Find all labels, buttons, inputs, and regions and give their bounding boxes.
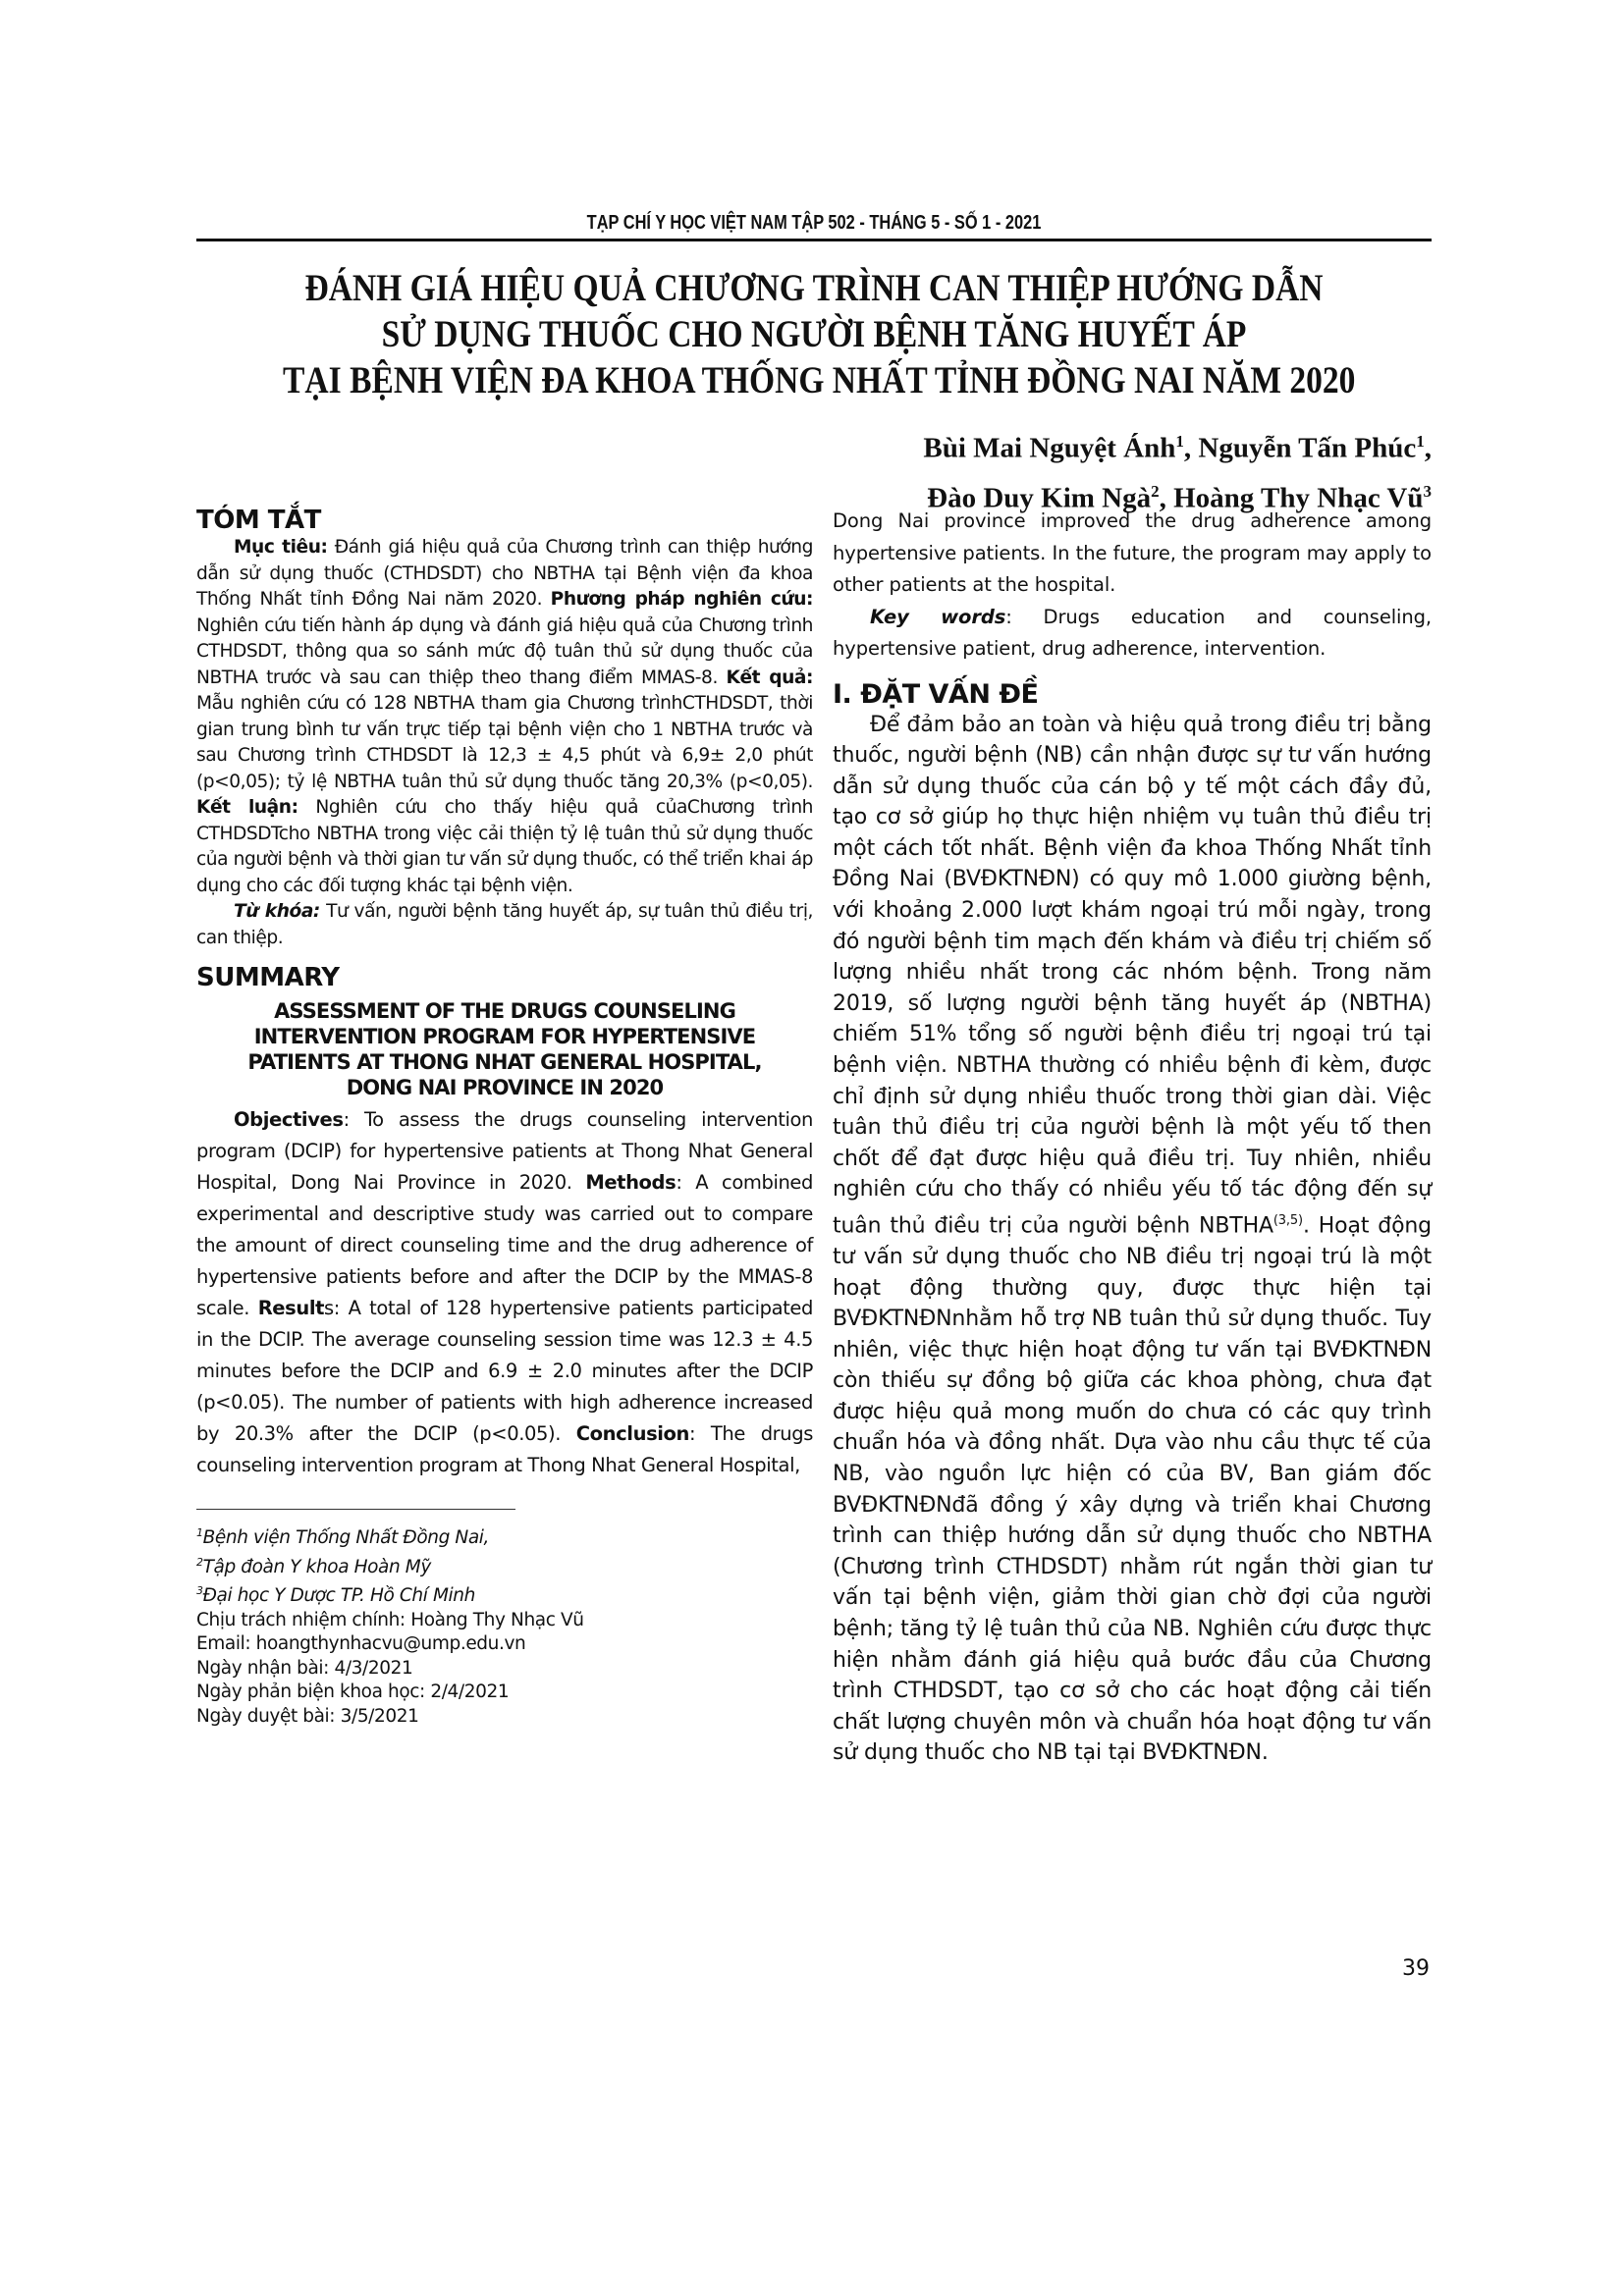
abstract-vi-body bbox=[196, 535, 813, 899]
label-methods: Methods bbox=[585, 1171, 677, 1194]
author-name: Hoàng Thy Nhạc Vũ bbox=[1173, 482, 1424, 514]
abstract-vi-heading: TÓM TẮT bbox=[196, 506, 321, 535]
footnote-affiliation bbox=[196, 1551, 813, 1580]
keywords-label: Từ khóa: bbox=[234, 901, 320, 922]
label-results: Kết quả: bbox=[726, 667, 813, 688]
footnote-affiliation bbox=[196, 1522, 813, 1551]
text: . Hoạt động tư vấn sử dụng thuốc cho NB điều trị ngoại trú là một hoạt động thường quy, được thực hiện tại BVĐKTNĐNnhằm hỗ trợ NB tuân thủ sử dụng thuốc. Tuy nhiên, việc thực hiện hoạt động tư vấn tại BVĐKTNĐN còn thiếu sự đồng bộ giữa các khoa phòng, chưa đạt được hiệu quả mong muốn do chưa có các quy trình chuẩn hóa và đồng nhất. Dựa vào nhu cầu thực tế của NB, vào nguồn lực hiện có của BV, Ban giám đốc BVĐKTNĐNđã đồng ý xây dựng và triển khai Chương trình can thiệp hướng dẫn sử dụng thuốc cho NBTHA (Chương trình CTHDSDT) nhằm rút ngắn thời gian tư vấn tại bệnh viện, giảm thời gian chờ đợi của người bệnh; tăng tỷ lệ tuân thủ của NB. Nghiên cứu được thực hiện nhằm đánh giá hiệu quả bước đầu của Chương trình CTHDSDT, tạo cơ sở cho các hoạt động cải tiến chất lượng chuyên môn và chuẩn hóa hoạt động tư vấn sử dụng thuốc cho NB tại tại BVĐKTNĐN. bbox=[833, 1213, 1432, 1766]
text: Mẫu nghiên cứu có 128 NBTHA tham gia Chương trìnhCTHDSDT, thời gian trung bình tư vấn trực tiếp tại bệnh viện cho 1 NBTHA trước và sau Chương trình CTHDSDT là 12,3 ± 4,5 phút và 6,9± 2,0 phút (p<0,05); tỷ lệ NBTHA tuân thủ sử dụng thuốc tăng 20,3% (p<0,05). bbox=[196, 693, 813, 792]
title-line: ĐÁNH GIÁ HIỆU QUẢ CHƯƠNG TRÌNH CAN THIỆP HƯỚNG DẪN bbox=[304, 267, 1324, 309]
label-objective: Mục tiêu: bbox=[234, 537, 328, 558]
corresponding-author: Chịu trách nhiệm chính: Hoàng Thy Nhạc Vũ bbox=[196, 1609, 584, 1630]
summary-body-continued: Dong Nai province improved the drug adherence among hypertensive patients. In the future, the program may apply to other patients at the hospital. bbox=[833, 509, 1432, 596]
author-name: Nguyễn Tấn Phúc bbox=[1198, 432, 1417, 464]
label-conclusion: Kết luận: bbox=[196, 797, 298, 818]
affiliation-mark: 2 bbox=[1151, 481, 1160, 501]
summary-title-line: DONG NAI PROVINCE IN 2020 bbox=[346, 1076, 664, 1099]
label-objectives: Objectives bbox=[234, 1108, 344, 1131]
footnote-rule bbox=[196, 1509, 515, 1510]
text: s: A total of 128 hypertensive patients participated in the DCIP. The average counseling session time was 12.3 ± 4.5 minutes before the DCIP and 6.9 ± 2.0 minutes after the DCIP (p<0.05). The number of patients with high adherence increased by 20.3% after the DCIP (p<0.05). bbox=[196, 1297, 813, 1445]
affiliation-mark: 1 bbox=[1175, 432, 1184, 451]
fn-num: 3 bbox=[196, 1584, 203, 1598]
author-name: Bùi Mai Nguyệt Ánh bbox=[923, 432, 1176, 464]
summary-body bbox=[196, 1104, 813, 1481]
citation: (3,5) bbox=[1272, 1213, 1303, 1228]
text: Đánh giá hiệu quả của Chương trình can thiệp hướng dẫn sử dụng thuốc (CTHDSDT) cho NBTHA tại Bệnh viện đa khoa Thống Nhất tỉnh Đồng Nai năm 2020. bbox=[196, 537, 813, 610]
label-results: Result bbox=[257, 1297, 325, 1319]
date-accepted: Ngày duyệt bài: 3/5/2021 bbox=[196, 1705, 419, 1727]
keywords-label: Key words bbox=[870, 605, 1006, 628]
left-column bbox=[196, 506, 813, 1729]
fn-text: Bệnh viện Thống Nhất Đồng Nai, bbox=[202, 1527, 490, 1549]
label-methods: Phương pháp nghiên cứu: bbox=[550, 589, 813, 610]
email[interactable]: Email: hoangthynhacvu@ump.edu.vn bbox=[196, 1633, 526, 1655]
summary-title-line: PATIENTS AT THONG NHAT GENERAL HOSPITAL, bbox=[247, 1050, 762, 1074]
fn-text: Đại học Y Dược TP. Hồ Chí Minh bbox=[202, 1585, 475, 1607]
fn-num: 2 bbox=[196, 1555, 203, 1569]
affiliation-mark: 3 bbox=[1423, 481, 1432, 501]
date-received: Ngày nhận bài: 4/3/2021 bbox=[196, 1657, 413, 1679]
text: Nghiên cứu tiến hành áp dụng và đánh giá hiệu quả của Chương trình CTHDSDT, thông qua so sánh mức độ tuân thủ sử dụng thuốc của NBTHA trước và sau can thiệp theo thang điểm MMAS-8. bbox=[196, 614, 813, 688]
author-list: Bùi Mai Nguyệt Ánh$^1$, Nguyễn Tấn Phúc$^1$, Đào Duy Kim Ngà$^2$, Hoàng Thy Nhạc $Vũ^3$ bbox=[923, 432, 1432, 514]
text: : A combined experimental and descriptive study was carried out to compare the amount of direct counseling time and the drug adherence of hypertensive patients before and after the DCIP by the MMAS-8 scale. bbox=[196, 1171, 813, 1319]
page-number: 39 bbox=[1402, 1956, 1430, 1981]
journal-header: TẠP CHÍ Y HỌC VIỆT NAM TẬP 502 - THÁNG 5 - SỐ 1 - 2021 bbox=[586, 212, 1042, 234]
author-name: Đào Duy Kim Ngà bbox=[927, 482, 1152, 514]
text: : The drugs counseling intervention program at Thong Nhat General Hospital, bbox=[196, 1422, 813, 1476]
header-rule bbox=[196, 239, 1432, 241]
keywords-text: Tư vấn, người bệnh tăng huyết áp, sự tuân thủ điều trị, can thiệp. bbox=[196, 901, 814, 948]
text: Nghiên cứu cho thấy hiệu quả củaChương trình CTHDSDTcho NBTHA trong việc cải thiện tỷ lệ tuân thủ sử dụng thuốc của người bệnh và thời gian tư vấn sử dụng thuốc, có thể triển khai áp dụng cho các đối tượng khác tại bệnh viện. bbox=[196, 797, 813, 896]
text: : To assess the drugs counseling intervention program (DCIP) for hypertensive patients at Thong Nhat General Hospital, Dong Nai Province in 2020. bbox=[196, 1108, 813, 1194]
summary-keywords bbox=[833, 602, 1432, 666]
section-heading: I. ĐẶT VẤN ĐỀ bbox=[833, 678, 1039, 710]
summary-title bbox=[196, 998, 813, 1100]
summary-title-line: ASSESSMENT OF THE DRUGS COUNSELING bbox=[274, 999, 735, 1023]
keywords-text: : Drugs education and counseling, hypertensive patient, drug adherence, intervention. bbox=[833, 605, 1433, 660]
label-conclusion: Conclusion bbox=[575, 1422, 690, 1445]
fn-num: 1 bbox=[196, 1526, 203, 1539]
affiliation-mark: 1 bbox=[1416, 432, 1425, 451]
footnote-affiliation bbox=[196, 1579, 813, 1609]
abstract-vi-keywords bbox=[196, 899, 813, 951]
date-reviewed: Ngày phản biện khoa học: 2/4/2021 bbox=[196, 1682, 510, 1703]
section-body bbox=[833, 710, 1432, 1770]
article-title bbox=[196, 265, 1432, 403]
fn-text: Tập đoàn Y khoa Hoàn Mỹ bbox=[202, 1556, 431, 1577]
right-column bbox=[833, 506, 1432, 1769]
title-line: SỬ DỤNG THUỐC CHO NGƯỜI BỆNH TĂNG HUYẾT ÁP bbox=[381, 313, 1247, 355]
title-line: TẠI BỆNH VIỆN ĐA KHOA THỐNG NHẤT TỈNH ĐỒNG NAI NĂM 2020 bbox=[283, 359, 1356, 401]
text: Để đảm bảo an toàn và hiệu quả trong điều trị bằng thuốc, người bệnh (NB) cần nhận được sự tư vấn hướng dẫn sử dụng thuốc của cán bộ y tế một cách đầy đủ, tạo cơ sở giúp họ thực hiện nhiệm vụ tuân thủ điều trị một cách tốt nhất. Bệnh viện đa khoa Thống Nhất tỉnh Đồng Nai (BVĐKTNĐN) có quy mô 1.000 giường bệnh, với khoảng 2.000 lượt khám ngoại trú mỗi ngày, trong đó người bệnh tim mạch đến khám và điều trị chiếm số lượng nhiều nhất trong các nhóm bệnh. Trong năm 2019, số lượng người bệnh tăng huyết áp (NBTHA) chiếm 51% tổng số người bệnh điều trị ngoại trú tại bệnh viện. NBTHA thường có nhiều bệnh đi kèm, được chỉ định sử dụng nhiều thuốc trong thời gian dài. Việc tuân thủ điều trị của người bệnh là một yếu tố then chốt để đạt được hiệu quả điều trị. Tuy nhiên, nhiều nghiên cứu cho thấy có nhiều yếu tố tác động đến sự tuân thủ điều trị của người bệnh NBTHA bbox=[833, 712, 1432, 1239]
summary-title-line: INTERVENTION PROGRAM FOR HYPERTENSIVE bbox=[253, 1025, 756, 1048]
summary-heading: SUMMARY bbox=[196, 963, 340, 992]
